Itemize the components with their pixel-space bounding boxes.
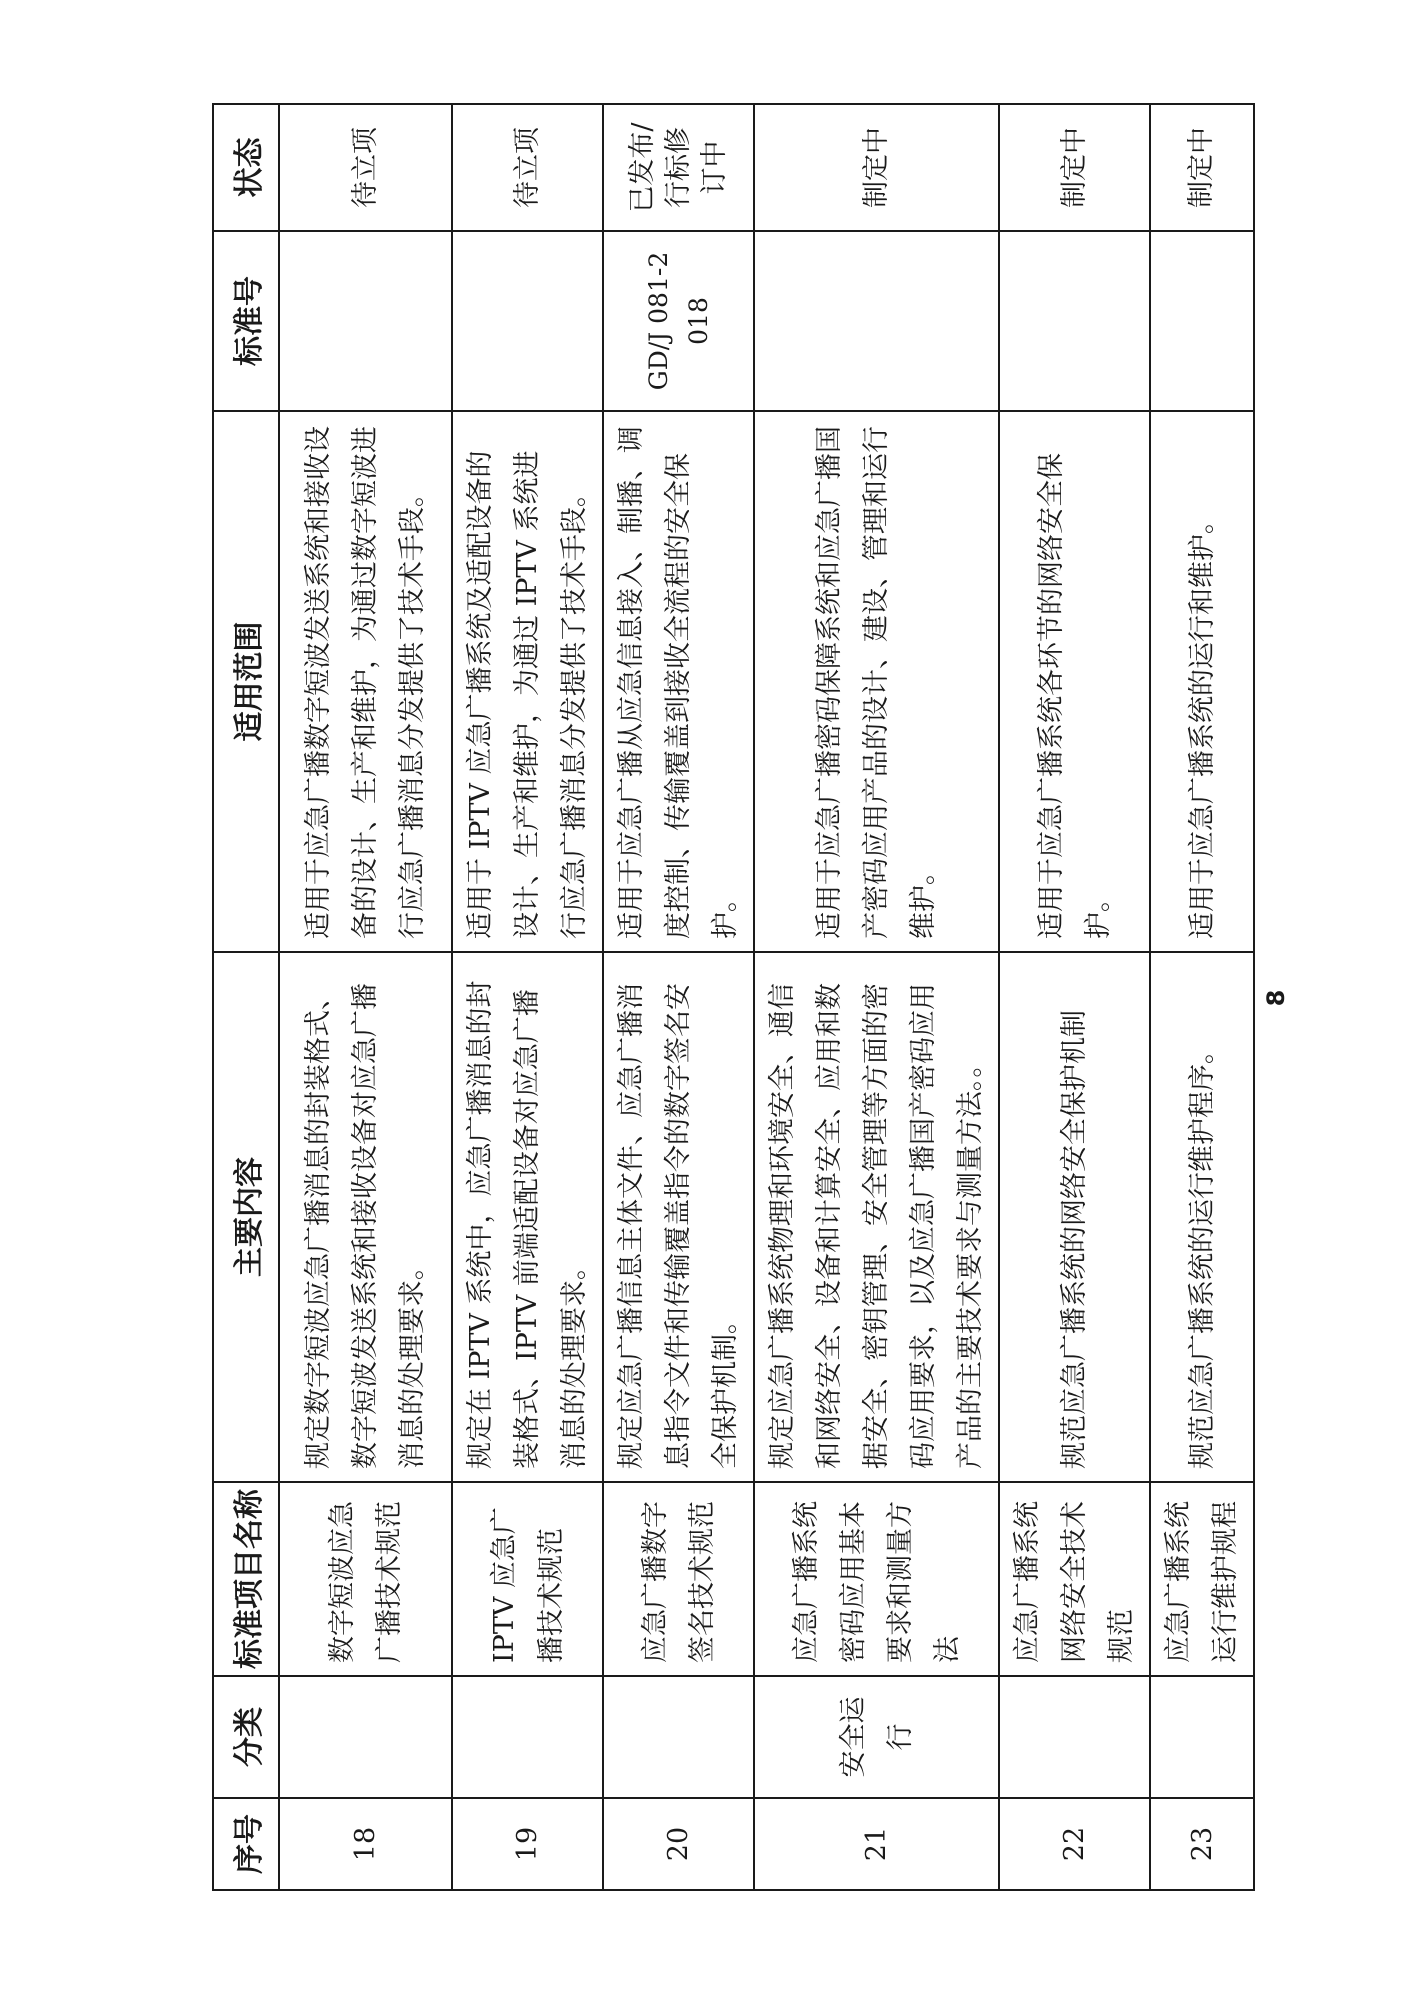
row-standard-code [754,231,999,411]
row-standard-code [452,231,603,411]
header-serial: 序号 [213,1798,279,1890]
row-status: 待立项 [452,104,603,231]
row-status: 制定中 [1150,104,1254,231]
row-standard-name: IPTV 应急广播技术规范 [452,1482,603,1676]
row-main-content: 规范应急广播系统的运行维护程序。 [1150,952,1254,1482]
table-header-row [213,104,279,1890]
row-serial: 21 [754,1798,999,1890]
row-scope: 适用于应急广播系统各环节的网络安全保护。 [999,411,1150,952]
row-serial: 23 [1150,1798,1254,1890]
row-standard-name: 应急广播系统运行维护规程 [1150,1482,1254,1676]
row-category [603,1676,754,1798]
row-category [452,1676,603,1798]
row-main-content: 规定在 IPTV 系统中，应急广播消息的封装格式、IPTV 前端适配设备对应急广播消息的处理要求。 [452,952,603,1482]
header-main-content: 主要内容 [213,952,279,1482]
table-row [452,104,603,1890]
row-main-content: 规定应急广播系统物理和环境安全、通信和网络安全、设备和计算安全、应用和数据安全、密钥管理、安全管理等方面的密码应用要求，以及应急广播国产密码应用产品的主要技术要求与测量方法。。 [754,952,999,1482]
row-standard-code: GD/J 081-2018 [603,231,754,411]
row-scope: 适用于应急广播从应急信息接入、制播、调度控制、传输覆盖到接收全流程的安全保护。 [603,411,754,952]
table-row [603,104,754,1890]
row-scope: 适用于应急广播数字短波发送系统和接收设备的设计、生产和维护，为通过数字短波进行应急广播消息分发提供了技术手段。 [279,411,452,952]
row-serial: 22 [999,1798,1150,1890]
row-status: 已发布/行标修订中 [603,104,754,231]
row-standard-name: 应急广播系统密码应用基本要求和测量方法 [754,1482,999,1676]
row-standard-code [1150,231,1254,411]
header-standard-name: 标准项目名称 [213,1482,279,1676]
table-row [999,104,1150,1890]
row-standard-name: 应急广播数字签名技术规范 [603,1482,754,1676]
row-standard-name: 应急广播系统网络安全技术规范 [999,1482,1150,1676]
header-status: 状态 [213,104,279,231]
row-main-content: 规定应急广播信息主体文件、应急广播消息指令文件和传输覆盖指令的数字签名安全保护机制。 [603,952,754,1482]
row-status: 制定中 [754,104,999,231]
row-serial: 20 [603,1798,754,1890]
row-standard-code [999,231,1150,411]
page-number: 8 [1262,989,1290,1007]
row-main-content: 规定数字短波应急广播消息的封装格式、数字短波发送系统和接收设备对应急广播消息的处理要求。 [279,952,452,1482]
row-serial: 18 [279,1798,452,1890]
row-category [1150,1676,1254,1798]
row-standard-name: 数字短波应急广播技术规范 [279,1482,452,1676]
header-standard-code: 标准号 [213,231,279,411]
row-category-safe-operation: 安全运行 [754,1676,999,1798]
row-standard-code [279,231,452,411]
row-scope: 适用于 IPTV 应急广播系统及适配设备的设计、生产和维护，为通过 IPTV 系统进行应急广播消息分发提供了技术手段。 [452,411,603,952]
row-scope: 适用于应急广播密码保障系统和应急广播国产密码应用产品的设计、建设、管理和运行维护。 [754,411,999,952]
row-main-content: 规范应急广播系统的网络安全保护机制 [999,952,1150,1482]
standards-table [212,103,1255,1891]
table-row [1150,104,1254,1890]
header-scope: 适用范围 [213,411,279,952]
table-row [754,104,999,1890]
header-category: 分类 [213,1676,279,1798]
row-scope: 适用于应急广播系统的运行和维护。 [1150,411,1254,952]
row-category [279,1676,452,1798]
table-row [279,104,452,1890]
row-status: 制定中 [999,104,1150,231]
row-category [999,1676,1150,1798]
row-status: 待立项 [279,104,452,231]
row-serial: 19 [452,1798,603,1890]
